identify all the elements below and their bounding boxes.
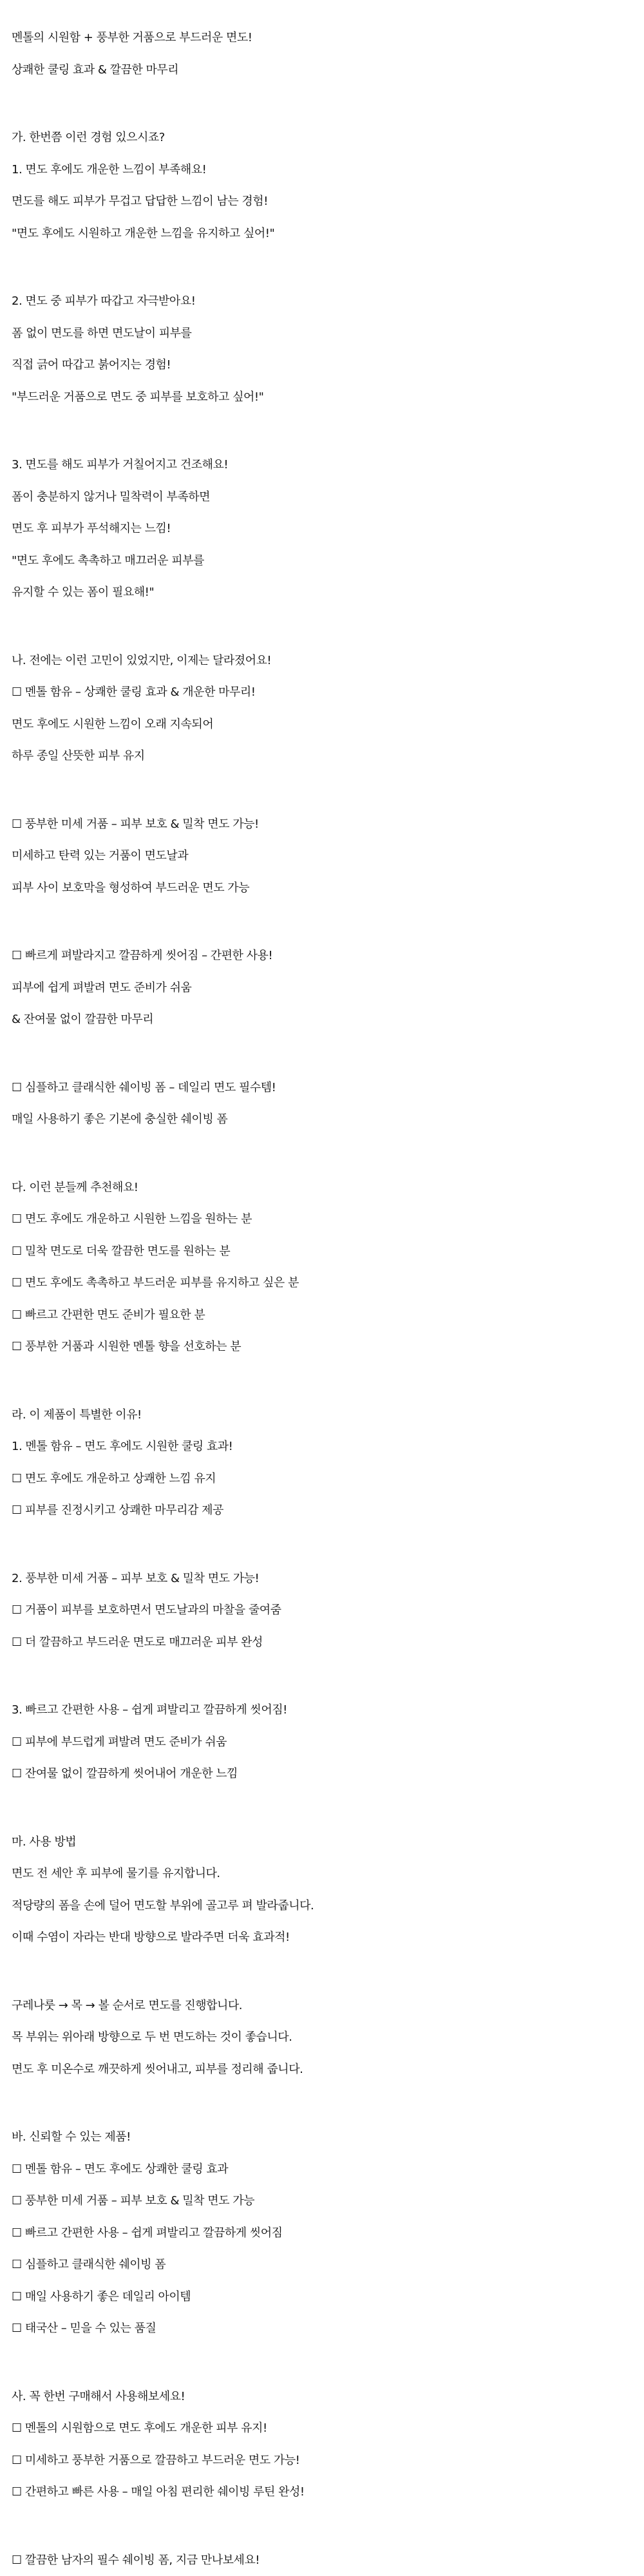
text-line: 유지할 수 있는 폼이 필요해!" — [12, 577, 644, 609]
text-line: 미세하고 탄력 있는 거품이 면도날과 — [12, 840, 644, 872]
text-block — [12, 285, 644, 413]
text-line: ☐ 빠르고 간편한 면도 준비가 필요한 분 — [12, 1299, 644, 1331]
text-line: 면도 후 피부가 푸석해지는 느낌! — [12, 513, 644, 545]
text-line: 1. 멘톨 함유 – 면도 후에도 시원한 쿨링 효과! — [12, 1431, 644, 1463]
text-line: ☐ 면도 후에도 개운하고 상쾌한 느낌 유지 — [12, 1463, 644, 1495]
text-line: ☐ 태국산 – 믿을 수 있는 품질 — [12, 2313, 644, 2345]
text-line: 나. 전에는 이런 고민이 있었지만, 이제는 달라졌어요! — [12, 645, 644, 677]
text-line: 2. 풍부한 미세 거품 – 피부 보호 & 밀착 면도 가능! — [12, 1563, 644, 1595]
text-line: 적당량의 폼을 손에 덜어 면도할 부위에 골고루 펴 발라줍니다. — [12, 1890, 644, 1922]
text-line: 다. 이런 분들께 추천해요! — [12, 1172, 644, 1204]
text-line: ☐ 풍부한 거품과 시원한 멘톨 향을 선호하는 분 — [12, 1331, 644, 1363]
text-line: 피부 사이 보호막을 형성하여 부드러운 면도 가능 — [12, 872, 644, 904]
text-line: ☐ 간편하고 빠른 사용 – 매일 아침 편리한 쉐이빙 루틴 완성! — [12, 2476, 644, 2508]
text-line: 1. 면도 후에도 개운한 느낌이 부족해요! — [12, 154, 644, 186]
text-line: ☐ 멘톨 함유 – 상쾌한 쿨링 효과 & 개운한 마무리! — [12, 676, 644, 709]
text-line: ☐ 거품이 피부를 보호하면서 면도날과의 마찰을 줄여줌 — [12, 1594, 644, 1627]
text-block — [12, 645, 644, 772]
text-line: ☐ 심플하고 클래식한 쉐이빙 폼 – 데일리 면도 필수템! — [12, 1072, 644, 1104]
text-line: "부드러운 거품으로 면도 중 피부를 보호하고 싶어!" — [12, 381, 644, 414]
text-line: 하루 종일 산뜻한 피부 유지 — [12, 740, 644, 772]
text-line: ☐ 면도 후에도 촉촉하고 부드러운 피부를 유지하고 싶은 분 — [12, 1267, 644, 1299]
text-line: ☐ 면도 후에도 개운하고 시원한 느낌을 원하는 분 — [12, 1203, 644, 1236]
text-block — [12, 1563, 644, 1659]
text-line: ☐ 미세하고 풍부한 거품으로 깔끔하고 부드러운 면도 가능! — [12, 2445, 644, 2477]
text-line: 이때 수염이 자라는 반대 방향으로 발라주면 더욱 효과적! — [12, 1922, 644, 1954]
text-block — [12, 2544, 644, 2576]
text-line: 면도 전 세안 후 피부에 물기를 유지합니다. — [12, 1858, 644, 1890]
text-line: "면도 후에도 촉촉하고 매끄러운 피부를 — [12, 545, 644, 577]
text-block — [12, 122, 644, 249]
text-line: 사. 꼭 한번 구매해서 사용해보세요! — [12, 2381, 644, 2413]
text-block — [12, 2381, 644, 2508]
text-line: 바. 신뢰할 수 있는 제품! — [12, 2121, 644, 2153]
text-line: 면도 후에도 시원한 느낌이 오래 지속되어 — [12, 709, 644, 741]
text-block — [12, 1072, 644, 1136]
text-block — [12, 940, 644, 1036]
text-line: ☐ 피부에 부드럽게 펴발려 면도 준비가 쉬움 — [12, 1726, 644, 1759]
text-line: 폼이 충분하지 않거나 밀착력이 부족하면 — [12, 481, 644, 513]
text-block — [12, 1172, 644, 1363]
text-line: ☐ 매일 사용하기 좋은 데일리 아이템 — [12, 2281, 644, 2313]
text-line: 매일 사용하기 좋은 기본에 충실한 쉐이빙 폼 — [12, 1103, 644, 1136]
text-line: ☐ 깔끔한 남자의 필수 쉐이빙 폼, 지금 만나보세요! — [12, 2544, 644, 2576]
text-line: 구레나룻 → 목 → 볼 순서로 면도를 진행합니다. — [12, 1990, 644, 2022]
text-line: ☐ 풍부한 미세 거품 – 피부 보호 & 밀착 면도 가능! — [12, 808, 644, 841]
text-line: & 잔여물 없이 깔끔한 마무리 — [12, 1004, 644, 1036]
text-line: 직접 긁어 따갑고 붉어지는 경험! — [12, 349, 644, 381]
text-block — [12, 22, 644, 86]
text-line: ☐ 피부를 진정시키고 상쾌한 마무리감 제공 — [12, 1494, 644, 1527]
text-line: 상쾌한 쿨링 효과 & 깔끔한 마무리 — [12, 54, 644, 86]
text-block — [12, 1826, 644, 1954]
text-block — [12, 1990, 644, 2086]
text-line: 2. 면도 중 피부가 따갑고 자극받아요! — [12, 285, 644, 318]
text-block — [12, 1694, 644, 1790]
text-block — [12, 1399, 644, 1527]
text-line: ☐ 잔여물 없이 깔끔하게 씻어내어 개운한 느낌 — [12, 1758, 644, 1790]
text-line: 3. 빠르고 간편한 사용 – 쉽게 펴발리고 깔끔하게 씻어짐! — [12, 1694, 644, 1726]
text-line: 3. 면도를 해도 피부가 거칠어지고 건조해요! — [12, 449, 644, 481]
text-line: "면도 후에도 시원하고 개운한 느낌을 유지하고 싶어!" — [12, 218, 644, 250]
text-line: ☐ 멘톨 함유 – 면도 후에도 상쾌한 쿨링 효과 — [12, 2153, 644, 2186]
text-block — [12, 2121, 644, 2345]
text-line: ☐ 빠르게 펴발라지고 깔끔하게 씻어짐 – 간편한 사용! — [12, 940, 644, 972]
text-block — [12, 808, 644, 904]
text-line: 폼 없이 면도를 하면 면도날이 피부를 — [12, 318, 644, 350]
text-line: 면도 후 미온수로 깨끗하게 씻어내고, 피부를 정리해 줍니다. — [12, 2054, 644, 2086]
text-line: ☐ 풍부한 미세 거품 – 피부 보호 & 밀착 면도 가능 — [12, 2185, 644, 2217]
text-line: ☐ 심플하고 클래식한 쉐이빙 폼 — [12, 2249, 644, 2281]
text-line: 피부에 쉽게 펴발려 면도 준비가 쉬움 — [12, 972, 644, 1004]
text-line: ☐ 빠르고 간편한 사용 – 쉽게 펴발리고 깔끔하게 씻어짐 — [12, 2217, 644, 2249]
text-line: 면도를 해도 피부가 무겁고 답답한 느낌이 남는 경험! — [12, 186, 644, 218]
text-line: 라. 이 제품이 특별한 이유! — [12, 1399, 644, 1431]
text-line: 목 부위는 위아래 방향으로 두 번 면도하는 것이 좋습니다. — [12, 2021, 644, 2054]
text-line: 멘톨의 시원함 + 풍부한 거품으로 부드러운 면도! — [12, 22, 644, 54]
text-line: ☐ 더 깔끔하고 부드러운 면도로 매끄러운 피부 완성 — [12, 1627, 644, 1659]
text-line: ☐ 멘톨의 시원함으로 면도 후에도 개운한 피부 유지! — [12, 2412, 644, 2445]
text-line: 마. 사용 방법 — [12, 1826, 644, 1858]
text-line: ☐ 밀착 면도로 더욱 깔끔한 면도를 원하는 분 — [12, 1236, 644, 1268]
text-block — [12, 449, 644, 609]
text-line: 가. 한번쯤 이런 경험 있으시죠? — [12, 122, 644, 154]
